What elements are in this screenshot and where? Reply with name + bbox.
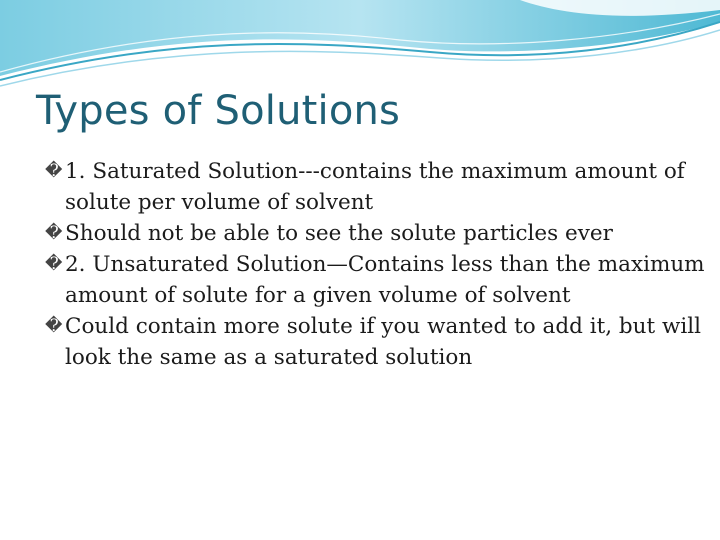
slide-title: Types of Solutions xyxy=(36,88,401,134)
bullet-item xyxy=(47,218,707,249)
bullet-text: 2. Unsaturated Solution—Contains less than the maximum amount of solute for a given volume of solvent xyxy=(65,252,705,308)
bullet-item xyxy=(47,311,707,373)
bullet-list xyxy=(47,156,707,373)
bullet-marker-icon: � xyxy=(45,316,63,336)
bullet-text: Should not be able to see the solute particles ever xyxy=(65,221,613,246)
bullet-marker-icon: � xyxy=(45,223,63,243)
bullet-item xyxy=(47,249,707,311)
bullet-marker-icon: � xyxy=(45,254,63,274)
decorative-wave-header xyxy=(0,0,720,90)
bullet-text: Could contain more solute if you wanted to add it, but will look the same as a saturated solution xyxy=(65,314,701,370)
bullet-text: 1. Saturated Solution---contains the maximum amount of solute per volume of solvent xyxy=(65,159,685,215)
bullet-item xyxy=(47,156,707,218)
bullet-marker-icon: � xyxy=(45,161,63,181)
